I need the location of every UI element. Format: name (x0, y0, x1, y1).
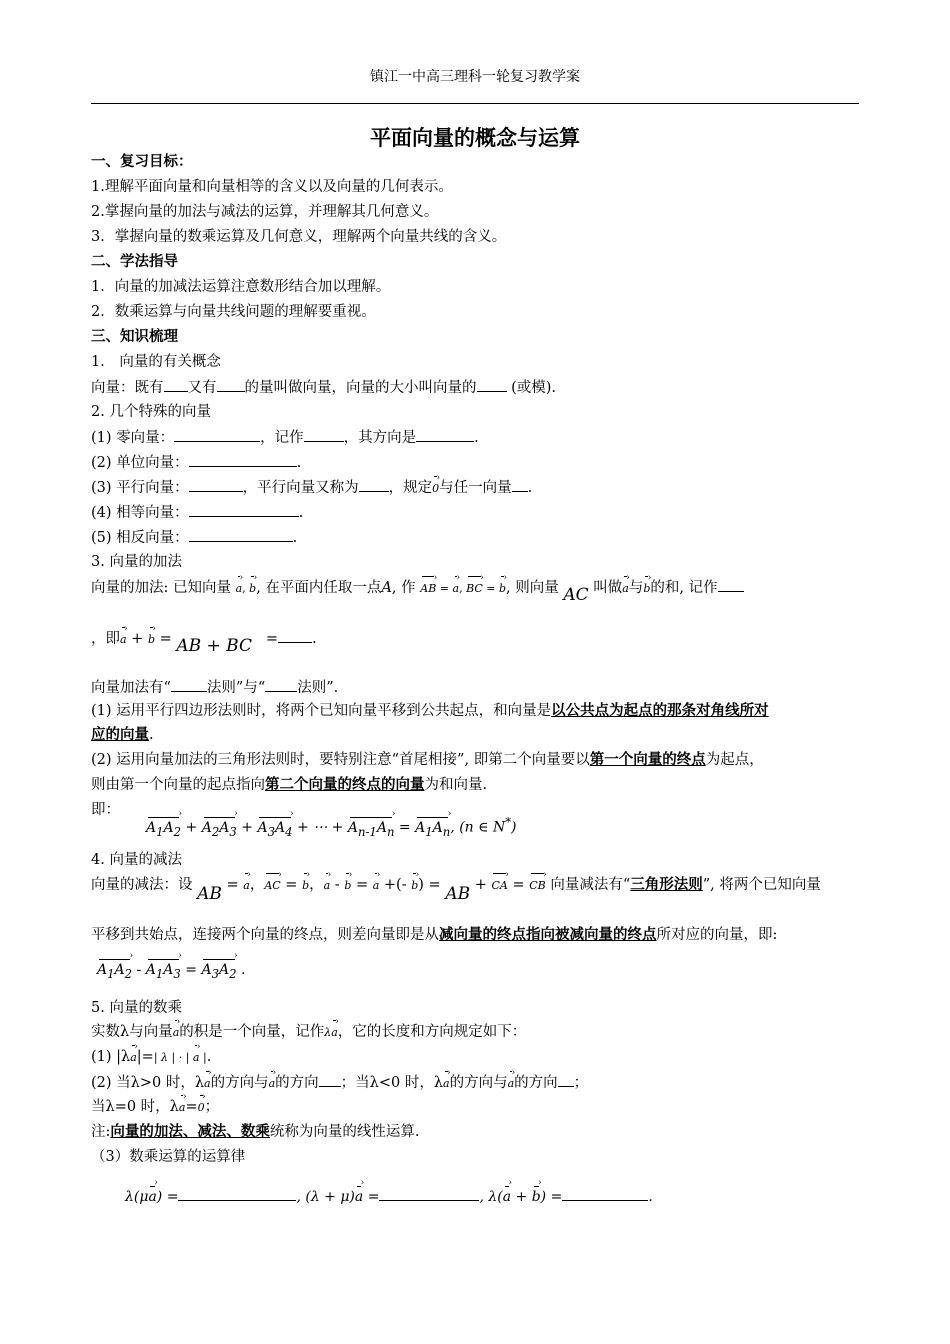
blank (217, 377, 245, 392)
vector-addition-definition: 向量的加法: 已知向量 a ›, b ›, 在平面内任取一点A, 作 AB › = a ›, BC › = b ›, 则向量 AC 叫做a ›与b ›的和, 记作 (91, 577, 744, 599)
goal-2: 2.掌握向量的加法与减法的运算，并理解其几何意义。 (91, 204, 439, 220)
method-2: 2．数乘运算与向量共线问题的理解要重视。 (91, 304, 376, 320)
zero-vector-line: (1) 零向量： ，记作 ，其方向是 . (91, 427, 479, 448)
scalar-multiplication-definition: 实数λ与向量a ›的积是一个向量，记作λa ›，它的长度和方向规定如下： (91, 1022, 526, 1043)
header-divider (91, 103, 859, 104)
parallelogram-rule: (1) 运用平行四边形法则时，将两个已知向量平移到公共起点，和向量是以公共点为起点的那条对角线所对 (91, 702, 769, 719)
blank (304, 427, 344, 442)
vector-chain-formula: $A_1A_2$ › + $A_2A_3$ › + $A_3A_4$ › + ⋯ + $A_{n-1}A_n$ › = $A_1A_n$ ›, (n ∈ N*) (146, 815, 517, 838)
parallel-vector-line: (3) 平行向量： ，平行向量又称为 ，规定0 ›与任一向量 . (91, 477, 532, 499)
scalar-length-rule: (1) |λa ›|=| λ | · | a › |. (91, 1047, 211, 1068)
scalar-zero-rule: 当λ=0 时，λa ›=0 ›； (91, 1097, 219, 1118)
blank (189, 502, 299, 517)
topic-2-heading: 2. 几个特殊的向量 (91, 404, 211, 420)
triangle-rule: (2) 运用向量加法的三角形法则时，要特别注意“首尾相接”, 即第二个向量要以第一个向量的终点为起点， (91, 751, 764, 768)
section-heading-knowledge: 三、知识梳理 (91, 329, 178, 345)
goal-1: 1.理解平面向量和向量相等的含义以及向量的几何表示。 (91, 179, 453, 195)
operation-laws-formula: λ(μa ›) = , (λ + μ)a › = , λ(a › + b ›) = . (125, 1186, 653, 1205)
vector-definition: 向量：既有 又有 的量叫做向量，向量的大小叫向量的 (或模). (91, 377, 556, 398)
vector-construction: AB › = a ›, BC › = b › (420, 582, 506, 595)
blank (359, 477, 389, 492)
blank (174, 427, 260, 442)
equal-vector-line: (4) 相等向量： . (91, 502, 303, 523)
blank (171, 677, 207, 692)
unit-vector-line: (2) 单位向量： . (91, 452, 301, 473)
blank (379, 1186, 479, 1201)
topic-4-heading: 4. 向量的减法 (91, 852, 182, 868)
blank (178, 1186, 296, 1201)
zero-vector-symbol: 0 › (432, 479, 439, 499)
blank (189, 452, 297, 467)
page-title: 平面向量的概念与运算 (370, 126, 580, 150)
section-heading-goals: 一、复习目标： (91, 154, 193, 170)
vector-ac: AC (563, 585, 589, 605)
topic-3-heading: 3. 向量的加法 (91, 554, 182, 570)
vectors-a-b: a ›, b › (236, 582, 257, 595)
addition-laws: 向量加法有“ 法则”与“ 法则”. (91, 677, 338, 698)
blank (319, 1072, 341, 1087)
page-header: 镇江一中高三理科一轮复习教学案 (370, 69, 580, 85)
blank (477, 377, 507, 392)
topic-1-heading: 1． 向量的有关概念 (91, 354, 221, 370)
goal-3: 3．掌握向量的数乘运算及几何意义，理解两个向量共线的含义。 (91, 229, 507, 245)
ab-plus-bc: AB + BC (176, 636, 252, 656)
blank (558, 1072, 574, 1087)
blank (189, 477, 243, 492)
subtraction-formula: $A_1A_2$ › - $A_1A_3$ › = $A_3A_2$ › . (97, 962, 245, 981)
subtraction-explanation: 平移到共始点，连接两个向量的终点，则差向量即是从减向量的终点指向被减向量的终点所对应的向量，即: (91, 926, 778, 943)
blank (278, 628, 312, 643)
blank (416, 427, 474, 442)
linear-operations-note: 注:向量的加法、减法、数乘统称为向量的线性运算. (91, 1123, 420, 1140)
operation-laws-heading: （3）数乘运算的运算律 (91, 1149, 246, 1165)
blank (164, 377, 188, 392)
triangle-rule-cont: 则由第一个向量的起点指向第二个向量的终点的向量为和向量. (91, 776, 488, 793)
blank (562, 1186, 648, 1201)
chain-label: 即： (91, 802, 120, 818)
blank (265, 677, 297, 692)
vector-subtraction-definition: 向量的减法：设 AB = a ›，AC › = b ›，a › - b › = a › +(- b ›) = AB + CA › = CB › 向量减法有“三角形法则”, 将两个已知向量 (91, 874, 821, 896)
topic-5-heading: 5. 向量的数乘 (91, 1000, 182, 1016)
blank (718, 577, 744, 592)
blank (512, 477, 528, 492)
method-1: 1．向量的加减法运算注意数形结合加以理解。 (91, 279, 391, 295)
opposite-vector-line: (5) 相反向量： . (91, 527, 297, 548)
parallelogram-rule-cont: 应的向量. (91, 726, 154, 743)
scalar-direction-rule: (2) 当λ>0 时，λa ›的方向与a ›的方向 ；当λ<0 时，λa ›的方向与a ›的方向 ； (91, 1072, 588, 1094)
blank (189, 527, 293, 542)
vector-ab-2: AB (445, 884, 471, 904)
vector-addition-notation: ，即a › + b › = AB + BC = . (91, 628, 317, 650)
section-heading-method: 二、学法指导 (91, 254, 178, 270)
vector-ab: AB (197, 884, 222, 904)
